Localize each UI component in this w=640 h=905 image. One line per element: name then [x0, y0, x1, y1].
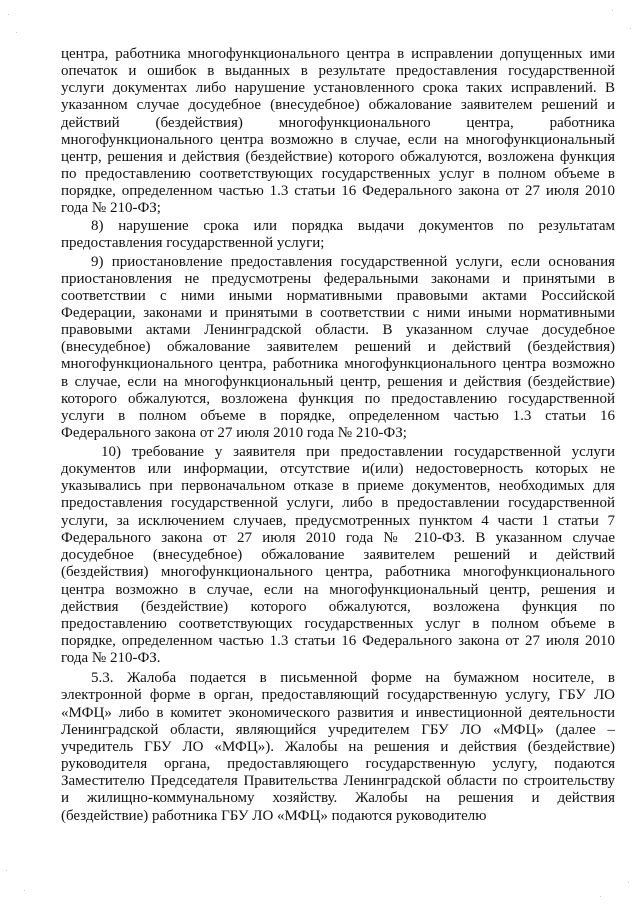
text-line: многофункционального центра возможно в случае, если на многофункциональный — [61, 132, 615, 148]
text-line: Ленинградской области, являющийся учредителем ГБУ ЛО «МФЦ» (далее – — [61, 722, 615, 738]
scan-speck — [600, 896, 601, 897]
text-line: центр, решения и действия (бездействие) которого обжалуются, возложена функция — [61, 149, 615, 165]
text-line: и жилищно-коммунальному хозяйству. Жалобы на решения и действия — [61, 790, 615, 806]
text-line: руководителя органа, предоставляющего государственную услугу, подаются — [61, 756, 615, 772]
text-line: соответствии с ними иными нормативными правовыми актами Российской — [61, 288, 615, 304]
text-line: (внесудебное) обжалование заявителем решений и действий (бездействия) — [61, 339, 615, 355]
text-line: услуги документах либо нарушение установленного срока таких исправлений. В — [61, 80, 615, 96]
scan-speck — [6, 870, 7, 871]
text-line: услуги в полном объеме в порядке, определенном частью 1.3 статьи 16 — [61, 408, 615, 424]
text-line: досудебное (внесудебное) обжалование заявителем решений и действий — [61, 547, 615, 563]
text-line: действия (бездействие) которого обжалуются, возложена функция по — [61, 599, 615, 615]
text-line: порядке, определенном частью 1.3 статьи 16 Федерального закона от 27 июля 2010 — [61, 633, 615, 649]
scan-speck — [630, 28, 631, 29]
text-line: центра возможно в случае, если на многофункциональный центр, решения и — [61, 582, 615, 598]
text-line: опечаток и ошибок в выданных в результате предоставления государственной — [61, 63, 615, 79]
scan-speck — [16, 32, 17, 33]
text-line: (бездействие) работника ГБУ ЛО «МФЦ» подаются руководителю — [61, 808, 487, 824]
text-line: указывались при первоначальном отказе в приеме документов, необходимых для — [61, 478, 615, 494]
text-line: услуги, за исключением случаев, предусмотренных пунктом 4 части 1 статьи 7 — [61, 513, 615, 529]
text-line: 5.3. Жалоба подается в письменной форме на бумажном носителе, в — [91, 670, 615, 686]
text-line: учредитель ГБУ ЛО «МФЦ»). Жалобы на решения и действия (бездействие) — [61, 739, 615, 755]
scan-speck — [8, 14, 9, 15]
text-line: Заместителю Председателя Правительства Ленинградской области по строительству — [61, 773, 615, 789]
scan-speck — [628, 882, 629, 883]
text-line: Федерации, законами и принятыми в соответствии с ними иными нормативными — [61, 305, 615, 321]
text-line: указанном случае досудебное (внесудебное) обжалование заявителем решений и — [61, 97, 615, 113]
text-line: (бездействия) многофункционального центра, работника многофункционального — [61, 564, 615, 580]
text-line: предоставления государственной услуги, либо в предоставлении государственной — [61, 495, 615, 511]
text-line: действий (бездействия) многофункционального центра, работника — [61, 115, 615, 131]
text-line: предоставлению соответствующих государственных услуг в полном объеме в — [61, 616, 615, 632]
text-line: документов или информации, отсутствие и(или) недостоверность которых не — [61, 461, 615, 477]
text-line: 8) нарушение срока или порядка выдачи документов по результатам — [91, 218, 615, 234]
text-line: предоставления государственной услуги; — [61, 235, 325, 251]
scan-speck — [612, 10, 613, 11]
text-line: многофункционального центра, работника многофункционального центра возможно — [61, 356, 615, 372]
text-line: по предоставлению соответствующих государственных услуг в полном объеме в — [61, 166, 615, 182]
text-line: приостановления не предусмотрены федеральными законами и принятыми в — [61, 271, 615, 287]
text-line: которого обжалуются, возложена функция по предоставлению государственной — [61, 391, 615, 407]
text-line: года № 210-ФЗ. — [61, 650, 161, 666]
text-line: Федерального закона от 27 июля 2010 года № 210-ФЗ; — [61, 425, 407, 441]
text-line: порядке, определенном частью 1.3 статьи 16 Федерального закона от 27 июля 2010 — [61, 183, 615, 199]
text-line: правовыми актами Ленинградской области. В указанном случае досудебное — [61, 322, 615, 338]
text-line: 9) приостановление предоставления государственной услуги, если основания — [91, 254, 615, 270]
text-line: 10) требование у заявителя при предоставлении государственной услуги — [101, 444, 615, 460]
text-line: Федерального закона от 27 июля 2010 года № 210-ФЗ. В указанном случае — [61, 530, 615, 546]
scan-speck — [24, 890, 25, 891]
text-line: электронной форме в орган, предоставляющий государственную услугу, ГБУ ЛО — [61, 687, 615, 703]
text-line: года № 210-ФЗ; — [61, 200, 161, 216]
text-line: центра, работника многофункционального центра в исправлении допущенных ими — [61, 46, 615, 62]
text-line: в случае, если на многофункциональный центр, решения и действия (бездействие) — [61, 374, 615, 390]
text-line: «МФЦ» либо в комитет экономического развития и инвестиционной деятельности — [61, 705, 615, 721]
